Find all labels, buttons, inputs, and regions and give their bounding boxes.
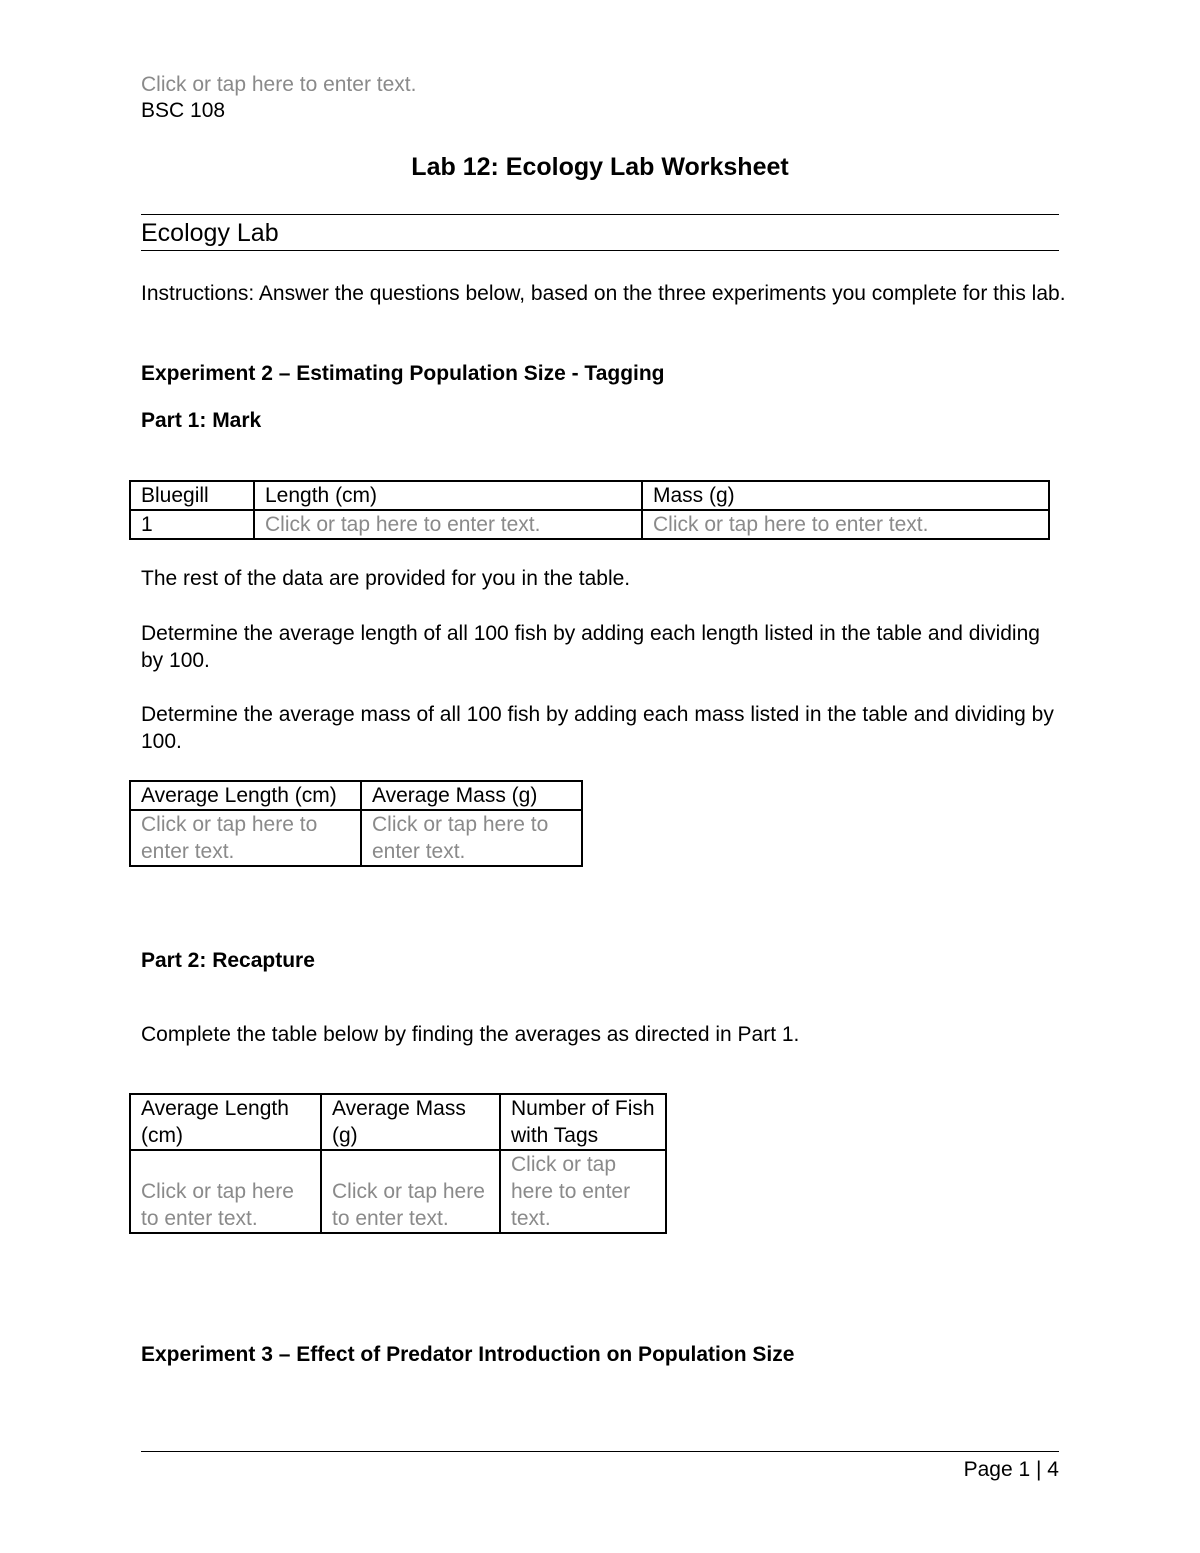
length-input-field[interactable]: Click or tap here to enter text. [254,510,642,539]
table-row [130,1150,666,1233]
part2-heading: Part 2: Recapture [141,949,315,972]
table-row [130,810,582,866]
table-header-row [130,781,582,810]
mass-input-field[interactable]: Click or tap here to enter text. [642,510,1049,539]
experiment3-heading: Experiment 3 – Effect of Predator Introduction on Population Size [141,1343,795,1366]
name-input-field[interactable]: Click or tap here to enter text. [141,73,417,96]
recapture-length-input[interactable]: Click or tap here to enter text. [130,1150,321,1233]
recapture-mass-input[interactable]: Click or tap here to enter text. [321,1150,500,1233]
instructions-text: Instructions: Answer the questions below, based on the three experiments you complete for this lab. [141,282,1066,305]
section-top-rule [141,214,1059,215]
part2-instruction: Complete the table below by finding the averages as directed in Part 1. [141,1023,800,1046]
average-length-input[interactable]: Click or tap here to enter text. [130,810,361,866]
mark-table [129,480,1050,540]
mass-instruction: Determine the average mass of all 100 fish by adding each mass listed in the table and dividing by 100. [141,703,1054,753]
header-average-length: Average Length (cm) [130,1094,321,1150]
section-bottom-rule [141,250,1059,251]
header-tagged-fish: Number of Fish with Tags [500,1094,666,1150]
header-average-mass: Average Mass (g) [361,781,582,810]
footer-rule [141,1451,1059,1452]
experiment2-heading: Experiment 2 – Estimating Population Size - Tagging [141,362,665,385]
header-bluegill: Bluegill [130,481,254,510]
recapture-table [129,1093,667,1234]
header-mass: Mass (g) [642,481,1049,510]
average-mass-input[interactable]: Click or tap here to enter text. [361,810,582,866]
rest-data-note: The rest of the data are provided for you in the table. [141,567,631,590]
length-instruction: Determine the average length of all 100 fish by adding each length listed in the table and dividing by 100. [141,622,1040,672]
average-table [129,780,583,867]
header-length: Length (cm) [254,481,642,510]
page-number: Page 1 | 4 [963,1458,1059,1481]
header-average-mass: Average Mass (g) [321,1094,500,1150]
header-average-length: Average Length (cm) [130,781,361,810]
section-title: Ecology Lab [141,219,279,247]
page-title: Lab 12: Ecology Lab Worksheet [411,153,789,181]
tagged-fish-input[interactable]: Click or tap here to enter text. [500,1150,666,1233]
bluegill-number: 1 [130,510,254,539]
course-code: BSC 108 [141,99,226,122]
table-row [130,510,1049,539]
part1-heading: Part 1: Mark [141,409,262,432]
table-header-row [130,1094,666,1150]
table-header-row [130,481,1049,510]
